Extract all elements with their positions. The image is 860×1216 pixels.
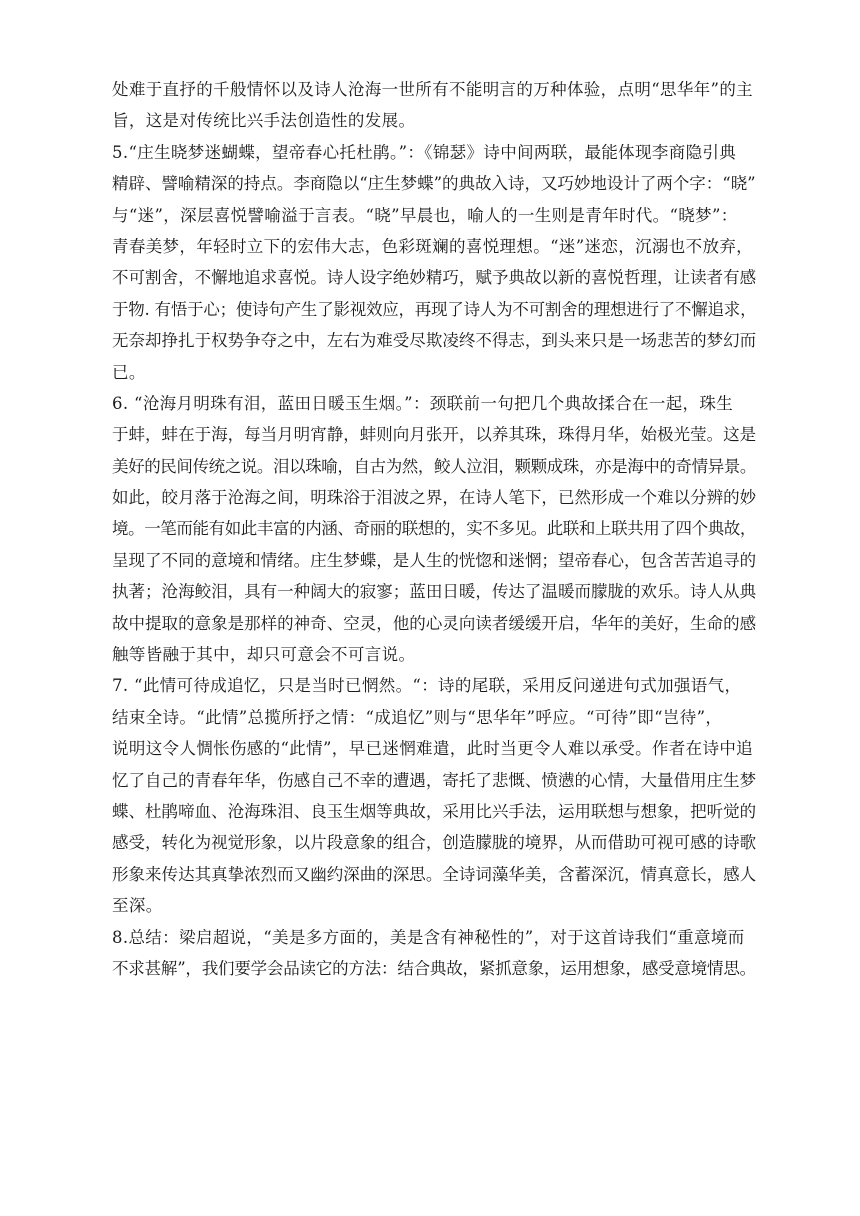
text-line: 形象来传达其真挚浓烈而又幽约深曲的深思。全诗词藻华美，含蓄深沉，情真意长，感人: [112, 864, 757, 884]
text-line: 忆了自己的青春年华，伤感自己不幸的遭遇，寄托了悲慨、愤懑的心情，大量借用庄生梦: [112, 770, 757, 790]
text-line: 5.“庄生晓梦迷蝴蝶，望帝春心托杜鹃。”：《锦瑟》诗中间两联，最能体现李商隐引典: [112, 142, 737, 162]
text-line: 无奈却挣扎于权势争夺之中，左右为难受尽欺凌终不得志，到头来只是一场悲苦的梦幻而: [112, 331, 757, 351]
text-line: 触等皆融于其中，却只可意会不可言说。: [112, 645, 416, 665]
text-line: 7. “此情可待成追忆，只是当时已惘然。“：诗的尾联，采用反问递进句式加强语气，: [112, 676, 742, 696]
text-line: 执著；沧海鲛泪，具有一种阔大的寂寥；蓝田日暖，传达了温暖而朦胧的欢乐。诗人从典: [112, 582, 757, 602]
text-line: 如此，皎月落于沧海之间，明珠浴于泪波之界，在诗人笔下，已然形成一个难以分辨的妙: [112, 488, 757, 508]
text-line: 于物. 有悟于心；使诗句产生了影视效应，再现了诗人为不可割舍的理想进行了不懈追求，: [112, 299, 757, 319]
text-line: 说明这令人惆怅伤感的“此情”，早已迷惘难遣，此时当更令人难以承受。作者在诗中追: [112, 739, 754, 759]
text-line: 与“迷”，深层喜悦譬喻溢于言表。“晓”早晨也，喻人的一生则是青年时代。“晓梦”：: [112, 205, 738, 225]
text-line: 不可割舍，不懈地追求喜悦。诗人设字绝妙精巧，赋予典故以新的喜悦哲理，让读者有感: [112, 268, 757, 288]
text-line: 于蚌，蚌在于海，每当月明宵静，蚌则向月张开，以养其珠，珠得月华，始极光莹。这是: [112, 425, 757, 445]
text-line: 境。一笔而能有如此丰富的内涵、奇丽的联想的，实不多见。此联和上联共用了四个典故，: [112, 519, 757, 539]
document-body: [112, 74, 756, 984]
text-line: 感受，转化为视觉形象，以片段意象的组合，创造朦胧的境界，从而借助可视可感的诗歌: [112, 833, 757, 853]
text-line: 故中提取的意象是那样的神奇、空灵，他的心灵向读者缓缓开启，华年的美好，生命的感: [112, 613, 757, 633]
text-line: 8.总结：梁启超说，“美是多方面的，美是含有神秘性的”，对于这首诗我们“重意境而: [112, 927, 745, 947]
text-line: 6. “沧海月明珠有泪，蓝田日暖玉生烟。”：颈联前一句把几个典故揉合在一起，珠生: [112, 393, 734, 413]
text-line: 不求甚解”，我们要学会品读它的方法：结合典故，紧抓意象，运用想象，感受意境情思。: [112, 958, 756, 978]
text-line: 至深。: [112, 896, 163, 916]
text-line: 精辟、譬喻精深的持点。李商隐以“庄生梦蝶”的典故入诗，又巧妙地设计了两个字：“晓”: [112, 174, 756, 194]
text-line: 旨，这是对传统比兴手法创造性的发展。: [112, 111, 416, 131]
text-line: 蝶、杜鹃啼血、沧海珠泪、良玉生烟等典故，采用比兴手法，运用联想与想象，把听觉的: [112, 801, 757, 821]
text-line: 青春美梦，年轻时立下的宏伟大志，色彩斑斓的喜悦理想。“迷”迷恋，沉溺也不放弃，: [112, 236, 754, 256]
text-line: 处难于直抒的千般情怀以及诗人沧海一世所有不能明言的万种体验，点明“思华年”的主: [112, 80, 754, 99]
text-line: 已。: [112, 362, 146, 382]
text-line: 美好的民间传统之说。泪以珠喻，自古为然，鲛人泣泪，颗颗成珠，亦是海中的奇情异景。: [112, 456, 757, 476]
text-line: 结束全诗。“此情”总揽所抒之情：“成追忆”则与“思华年”呼应。“可待”即“岂待”，: [112, 707, 723, 727]
text-line: 呈现了不同的意境和情绪。庄生梦蝶，是人生的恍惚和迷惘；望帝春心，包含苦苦追寻的: [112, 550, 757, 570]
